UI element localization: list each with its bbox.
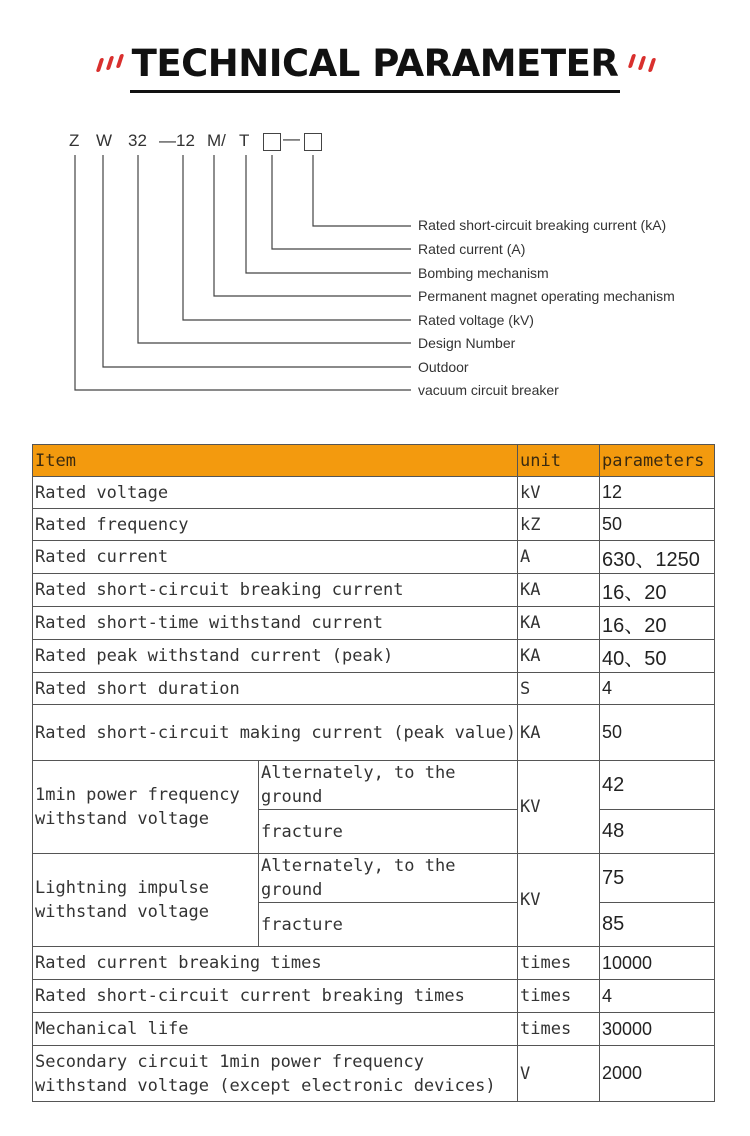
row-unit: KA — [518, 705, 600, 761]
row-unit: S — [518, 673, 600, 705]
group-sub-value: 42 — [600, 761, 715, 810]
row-value: 16、20 — [600, 574, 715, 607]
row-unit: KA — [518, 640, 600, 673]
desc-rated-current: Rated current (A) — [418, 241, 526, 257]
table-row — [33, 477, 715, 509]
row-unit: kV — [518, 477, 600, 509]
header-unit: unit — [518, 445, 600, 477]
desc-outdoor: Outdoor — [418, 359, 469, 375]
row-value: 16、20 — [600, 607, 715, 640]
row-item: Rated short-circuit current breaking times — [33, 980, 518, 1013]
row-item: Secondary circuit 1min power frequency withstand voltage (except electronic devices) — [33, 1046, 518, 1102]
row-item: Mechanical life — [33, 1013, 518, 1046]
table-row-group-power-frequency — [33, 761, 715, 810]
table-row — [33, 1013, 715, 1046]
desc-breaking-current: Rated short-circuit breaking current (kA) — [418, 217, 667, 233]
group-unit: KV — [518, 761, 600, 854]
table-row — [33, 947, 715, 980]
table-row — [33, 1046, 715, 1102]
group-sub-label: fracture — [259, 810, 518, 854]
row-item: Rated short duration — [33, 673, 518, 705]
group-sub-label: Alternately, to the ground — [259, 761, 518, 810]
group-unit: KV — [518, 854, 600, 947]
row-value: 2000 — [600, 1046, 715, 1102]
row-unit: times — [518, 1013, 600, 1046]
row-value: 4 — [600, 980, 715, 1013]
row-value: 4 — [600, 673, 715, 705]
row-item: Rated short-circuit making current (peak value) — [33, 705, 518, 761]
row-unit: times — [518, 980, 600, 1013]
table-row — [33, 980, 715, 1013]
code-part-w: W — [96, 131, 113, 150]
row-item: Rated short-circuit breaking current — [33, 574, 518, 607]
row-value: 630、1250 — [600, 541, 715, 574]
code-part-m: M/ — [207, 131, 226, 150]
table-row-group-lightning-impulse — [33, 854, 715, 903]
table-row — [33, 509, 715, 541]
row-value: 50 — [600, 705, 715, 761]
row-item: Rated current — [33, 541, 518, 574]
row-item: Rated voltage — [33, 477, 518, 509]
header-item: Item — [33, 445, 518, 477]
desc-rated-voltage: Rated voltage (kV) — [418, 312, 534, 328]
code-part-t: T — [239, 131, 250, 150]
row-value: 12 — [600, 477, 715, 509]
row-item: Rated peak withstand current (peak) — [33, 640, 518, 673]
table-row — [33, 640, 715, 673]
desc-bombing-mechanism: Bombing mechanism — [418, 265, 549, 281]
model-code-diagram — [0, 0, 750, 420]
leader-lines — [0, 0, 750, 420]
header-parameters: parameters — [600, 445, 715, 477]
code-part-z: Z — [69, 131, 80, 150]
parameter-table — [32, 444, 715, 1102]
row-unit: A — [518, 541, 600, 574]
group-item: Lightning impulse withstand voltage — [33, 854, 259, 947]
table-row — [33, 673, 715, 705]
desc-design-number: Design Number — [418, 335, 516, 351]
group-sub-value: 85 — [600, 903, 715, 947]
table-header-row — [33, 445, 715, 477]
desc-vacuum-breaker: vacuum circuit breaker — [418, 382, 559, 398]
row-unit: kZ — [518, 509, 600, 541]
row-unit: V — [518, 1046, 600, 1102]
code-part-32: 32 — [128, 131, 147, 150]
row-value: 10000 — [600, 947, 715, 980]
row-value: 30000 — [600, 1013, 715, 1046]
code-part-12: —12 — [159, 131, 195, 150]
row-unit: times — [518, 947, 600, 980]
table-row — [33, 607, 715, 640]
row-item: Rated short-time withstand current — [33, 607, 518, 640]
table-row — [33, 574, 715, 607]
group-sub-value: 48 — [600, 810, 715, 854]
group-sub-label: Alternately, to the ground — [259, 854, 518, 903]
group-sub-value: 75 — [600, 854, 715, 903]
row-unit: KA — [518, 607, 600, 640]
row-value: 50 — [600, 509, 715, 541]
row-unit: KA — [518, 574, 600, 607]
desc-magnet-mechanism: Permanent magnet operating mechanism — [418, 288, 675, 304]
row-item: Rated current breaking times — [33, 947, 518, 980]
row-item: Rated frequency — [33, 509, 518, 541]
group-sub-label: fracture — [259, 903, 518, 947]
page-title: TECHNICAL PARAMETER — [130, 40, 621, 93]
row-value: 40、50 — [600, 640, 715, 673]
code-separator: — — [283, 129, 300, 148]
table-row — [33, 705, 715, 761]
table-row — [33, 541, 715, 574]
group-item: 1min power frequency withstand voltage — [33, 761, 259, 854]
